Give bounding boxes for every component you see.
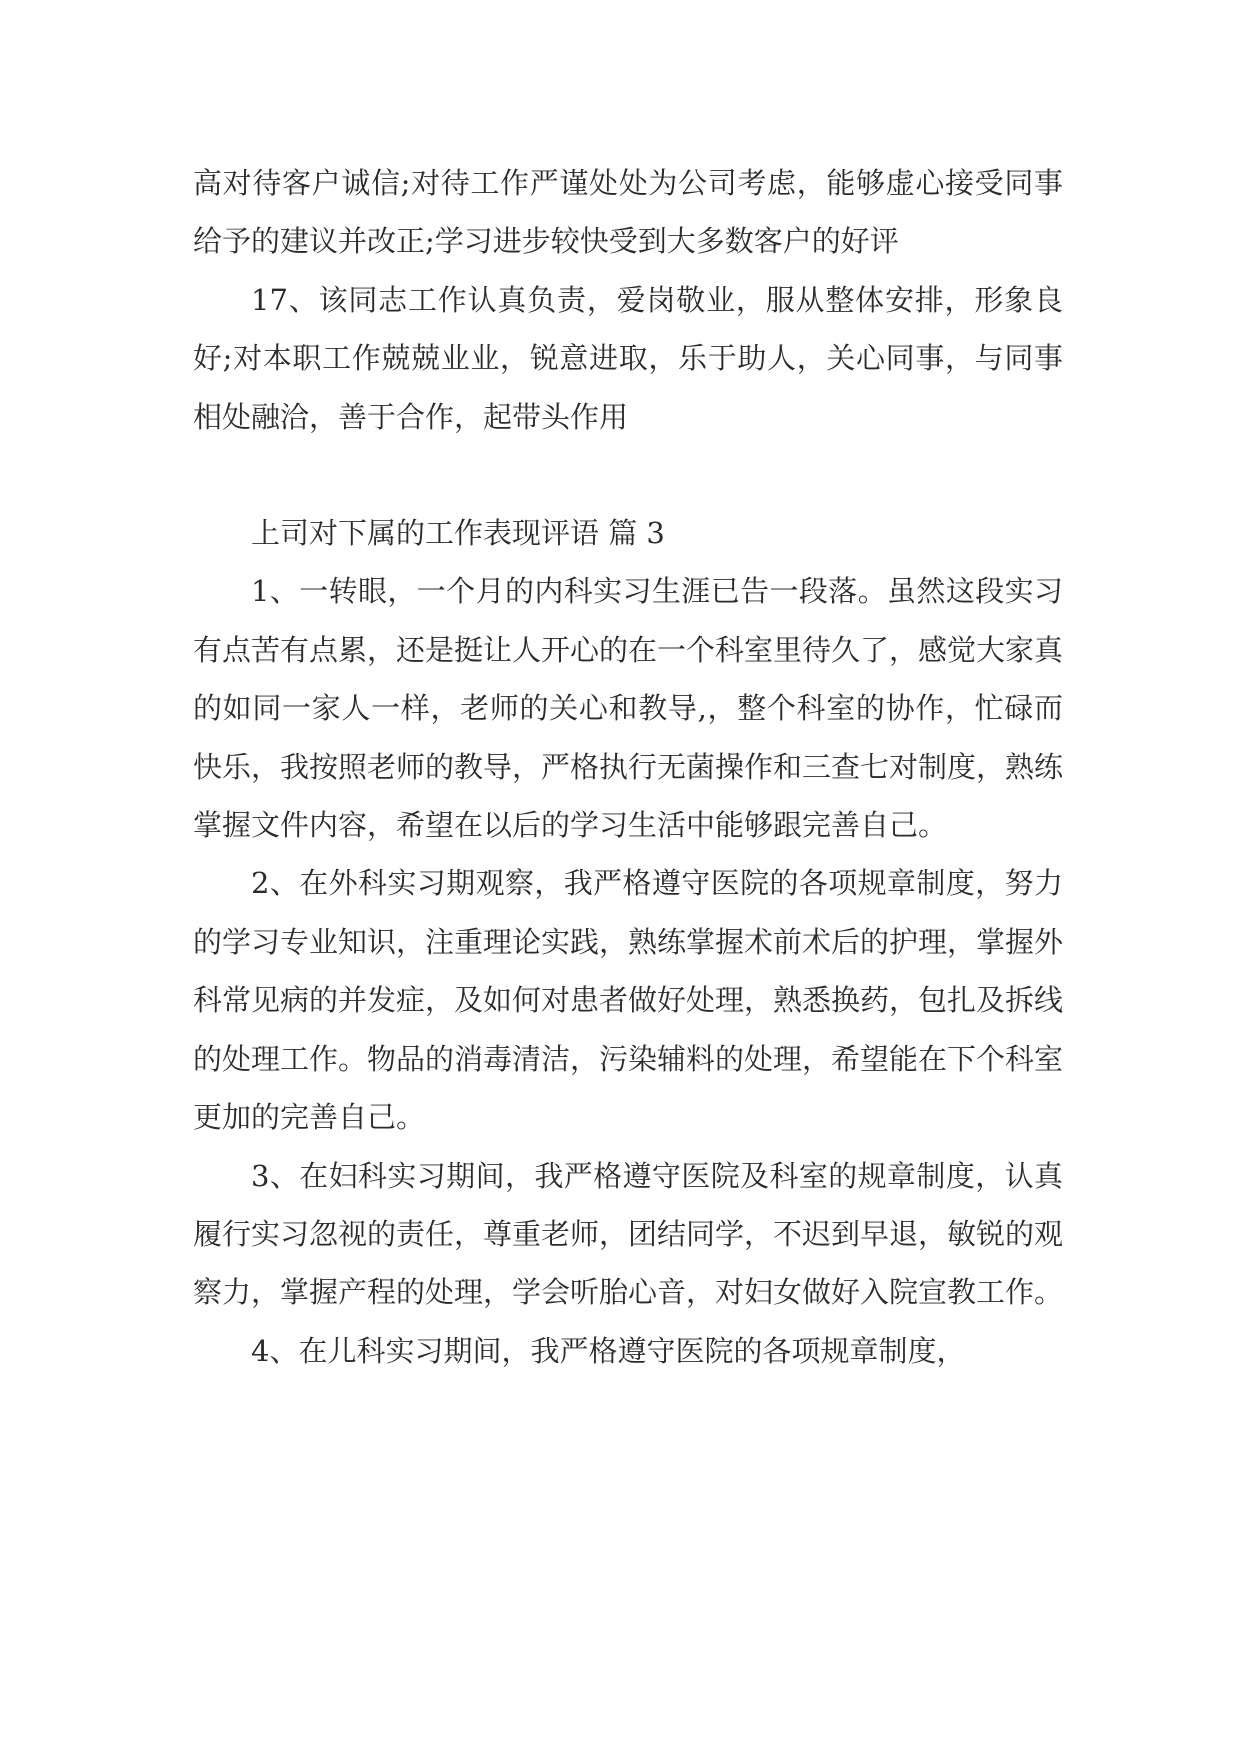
paragraph-item-17: 17、该同志工作认真负责，爱岗敬业，服从整体安排，形象良好;对本职工作兢兢业业，锐意进取，乐于助人，关心同事，与同事相处融洽，善于合作，起带头作用 — [193, 282, 1063, 434]
paragraph-continued: 高对待客户诚信;对待工作严谨处处为公司考虑，能够虚心接受同事给予的建议并改正;学习进步较快受到大多数客户的好评 — [193, 166, 1063, 259]
section-item-4: 4、在儿科实习期间，我严格遵守医院的各项规章制度， — [251, 1333, 966, 1368]
section-item-2: 2、在外科实习期观察，我严格遵守医院的各项规章制度，努力的学习专业知识，注重理论实践，熟练掌握术前术后的护理，掌握外科常见病的并发症，及如何对患者做好处理，熟悉换药，包扎及拆线的处理工作。物品的消毒清洁，污染辅料的处理，希望能在下个科室更加的完善自己。 — [193, 866, 1064, 1135]
document-body — [193, 154, 1063, 1380]
section-heading: 上司对下属的工作表现评语 篇 3 — [251, 516, 665, 551]
section-item-3: 3、在妇科实习期间，我严格遵守医院及科室的规章制度，认真履行实习忽视的责任，尊重老师，团结同学，不迟到早退，敏锐的观察力，掌握产程的处理，学会听胎心音，对妇女做好入院宣教工作。 — [193, 1158, 1064, 1310]
section-item-1: 1、一转眼，一个月的内科实习生涯已告一段落。虽然这段实习有点苦有点累，还是挺让人开心的在一个科室里待久了，感觉大家真的如同一家人一样，老师的关心和教导,，整个科室的协作，忙碌而快乐，我按照老师的教导，严格执行无菌操作和三查七对制度，熟练掌握文件内容，希望在以后的学习生活中能够跟完善自己。 — [193, 574, 1064, 843]
